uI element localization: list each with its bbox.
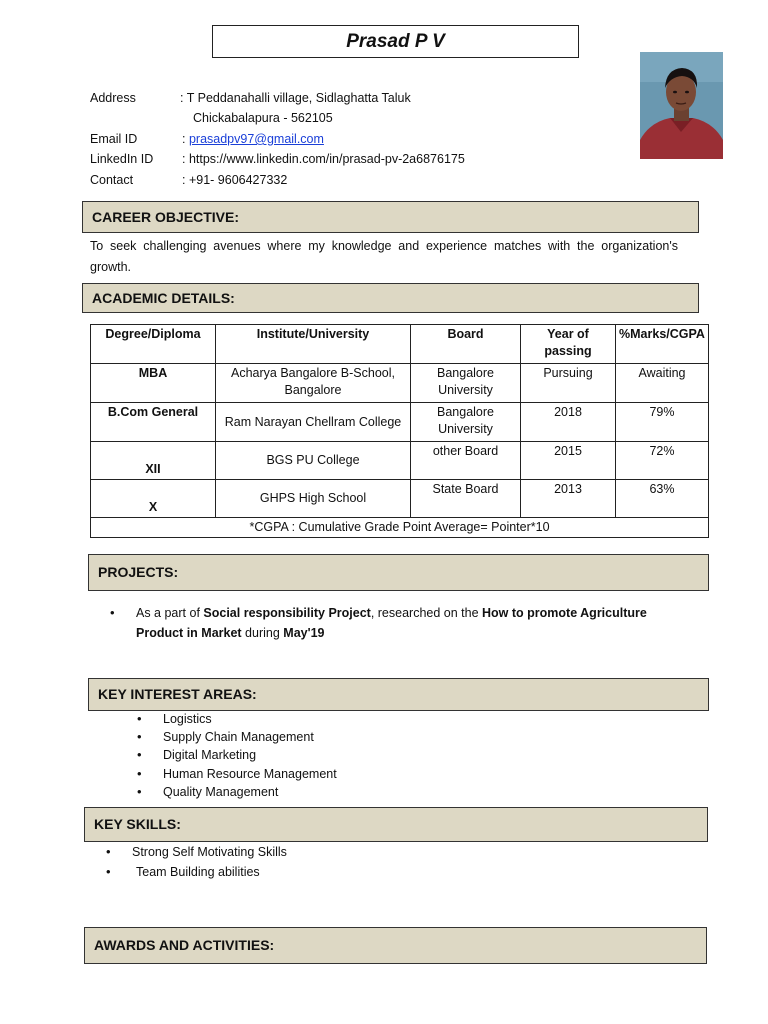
project-date: May'19 bbox=[283, 626, 325, 640]
cell-board: State Board bbox=[411, 480, 521, 518]
email-label: Email ID bbox=[90, 132, 138, 146]
skills-list bbox=[132, 842, 532, 882]
key-interest-heading: KEY INTEREST AREAS: bbox=[88, 678, 709, 711]
table-row bbox=[91, 442, 709, 480]
email-link[interactable]: prasadpv97@gmail.com bbox=[188, 132, 324, 146]
project-text-3: during bbox=[241, 626, 284, 640]
candidate-name: Prasad P V bbox=[212, 25, 579, 58]
cell-year: 2018 bbox=[521, 403, 616, 442]
list-item: • Team Building abilities bbox=[132, 862, 532, 882]
cell-institute: BGS PU College bbox=[216, 442, 411, 480]
header-degree: Degree/Diploma bbox=[91, 325, 216, 364]
profile-photo bbox=[640, 52, 723, 159]
list-item: • Quality Management bbox=[163, 783, 563, 801]
cgpa-footnote: *CGPA : Cumulative Grade Point Average= Pointer*10 bbox=[91, 518, 709, 538]
cell-degree: MBA bbox=[91, 364, 216, 403]
list-item: • Strong Self Motivating Skills bbox=[132, 842, 532, 862]
cell-degree: X bbox=[91, 480, 216, 518]
header-board: Board bbox=[411, 325, 521, 364]
list-item: • Supply Chain Management bbox=[163, 728, 563, 746]
header-marks: %Marks/CGPA bbox=[616, 325, 709, 364]
table-row bbox=[91, 403, 709, 442]
cell-institute: Acharya Bangalore B-School, Bangalore bbox=[216, 364, 411, 403]
table-footnote-row bbox=[91, 518, 709, 538]
list-item: • Logistics bbox=[163, 710, 563, 728]
cell-marks: 63% bbox=[616, 480, 709, 518]
cell-marks: Awaiting bbox=[616, 364, 709, 403]
address-line2: Chickabalapura - 562105 bbox=[193, 111, 333, 125]
list-item: • Digital Marketing bbox=[163, 746, 563, 764]
cell-year: 2015 bbox=[521, 442, 616, 480]
address-line1: : T Peddanahalli village, Sidlaghatta Taluk bbox=[180, 91, 411, 105]
linkedin-value: : https://www.linkedin.com/in/prasad-pv-2a6876175 bbox=[182, 152, 465, 166]
list-item bbox=[136, 603, 656, 643]
cell-year: 2013 bbox=[521, 480, 616, 518]
email-prefix: : bbox=[182, 132, 189, 146]
address-label: Address bbox=[90, 91, 136, 105]
contact-label: Contact bbox=[90, 173, 134, 187]
projects-list bbox=[136, 603, 656, 643]
academic-table bbox=[90, 324, 709, 538]
cell-institute: GHPS High School bbox=[216, 480, 411, 518]
cell-degree: XII bbox=[91, 442, 216, 480]
linkedin-label: LinkedIn ID bbox=[90, 152, 154, 166]
header-year: Year of passing bbox=[521, 325, 616, 364]
project-text-2: , researched on the bbox=[370, 606, 483, 620]
cell-degree: B.Com General bbox=[91, 403, 216, 442]
list-item: • Human Resource Management bbox=[163, 765, 563, 783]
table-row bbox=[91, 364, 709, 403]
key-skills-heading: KEY SKILLS: bbox=[84, 807, 708, 842]
cell-year: Pursuing bbox=[521, 364, 616, 403]
cell-marks: 79% bbox=[616, 403, 709, 442]
projects-heading: PROJECTS: bbox=[88, 554, 709, 591]
cell-board: Bangalore University bbox=[411, 364, 521, 403]
table-header-row bbox=[91, 325, 709, 364]
header-institute: Institute/University bbox=[216, 325, 411, 364]
interest-list bbox=[163, 710, 563, 801]
project-name: Social responsibility Project bbox=[203, 606, 371, 620]
academic-details-heading: ACADEMIC DETAILS: bbox=[82, 283, 699, 313]
awards-heading: AWARDS AND ACTIVITIES: bbox=[84, 927, 707, 964]
cell-board: other Board bbox=[411, 442, 521, 480]
career-objective-text: To seek challenging avenues where my knowledge and experience matches with the organization's growth. bbox=[90, 239, 678, 274]
project-topic: How to promote Agriculture Product in Market bbox=[136, 606, 647, 640]
table-row bbox=[91, 480, 709, 518]
cell-institute: Ram Narayan Chellram College bbox=[216, 403, 411, 442]
career-objective-heading: CAREER OBJECTIVE: bbox=[82, 201, 699, 233]
profile-photo-image bbox=[640, 52, 723, 159]
contact-value: : +91- 9606427332 bbox=[182, 173, 288, 187]
cell-board: Bangalore University bbox=[411, 403, 521, 442]
cell-marks: 72% bbox=[616, 442, 709, 480]
project-text-1: As a part of bbox=[136, 606, 204, 620]
